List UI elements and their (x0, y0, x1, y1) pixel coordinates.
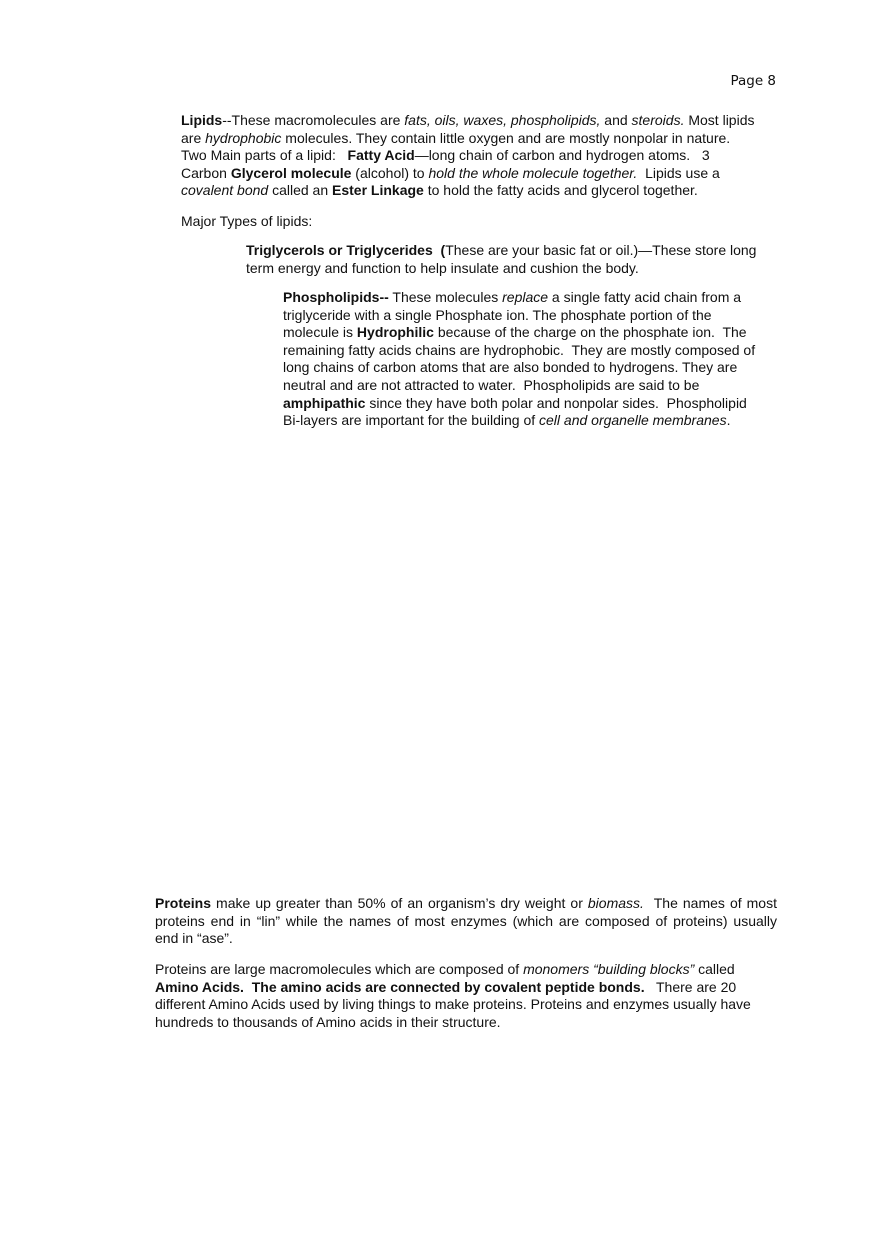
page-number: Page 8 (730, 73, 776, 89)
triglycerols-paragraph (246, 242, 781, 277)
lipids-paragraph (181, 112, 781, 200)
major-types-heading: Major Types of lipids: (181, 213, 313, 229)
text-line: Phospholipids-- These molecules replace a single fatty acid chain from a (283, 289, 742, 305)
text-line: molecule is Hydrophilic because of the charge on the phosphate ion. The (283, 324, 747, 341)
text-line: Carbon Glycerol molecule (alcohol) to hold the whole molecule together. Lipids use a (181, 164, 720, 181)
text-line: Lipids--These macromolecules are fats, oils, waxes, phospholipids, and steroids. Most lipids (181, 112, 755, 128)
proteins-paragraph-1 (155, 895, 777, 948)
text-line: long chains of carbon atoms that are also bonded to hydrogens. They are (283, 359, 738, 376)
text-line: covalent bond called an Ester Linkage to hold the fatty acids and glycerol together. (181, 182, 698, 199)
text-line: Triglycerols or Triglycerides (These are your basic fat or oil.)—These store long (246, 242, 757, 258)
phospholipids-paragraph (283, 289, 783, 430)
text-line: Two Main parts of a lipid: Fatty Acid—long chain of carbon and hydrogen atoms. 3 (181, 147, 710, 164)
text-line: Amino Acids. The amino acids are connected by covalent peptide bonds. There are 20 (155, 978, 737, 995)
text-line: proteins end in “lin” while the names of most enzymes (which are composed of proteins) usually (155, 912, 777, 929)
text-line: triglyceride with a single Phosphate ion. The phosphate portion of the (283, 306, 712, 323)
text-line: end in “ase”. (155, 930, 233, 947)
text-line: Bi-layers are important for the building of cell and organelle membranes. (283, 412, 731, 429)
text-line: are hydrophobic molecules. They contain little oxygen and are mostly nonpolar in nature. (181, 129, 731, 146)
text-line: Proteins are large macromolecules which are composed of monomers “building blocks” called (155, 961, 735, 977)
text-line: amphipathic since they have both polar and nonpolar sides. Phospholipid (283, 394, 747, 411)
text-line: remaining fatty acids chains are hydrophobic. They are mostly composed of (283, 341, 756, 358)
text-line: different Amino Acids used by living things to make proteins. Proteins and enzymes usually have (155, 996, 751, 1013)
text-line: Proteins make up greater than 50% of an organism’s dry weight or biomass. The names of most (155, 895, 777, 911)
text-line: neutral and are not attracted to water. Phospholipids are said to be (283, 376, 700, 393)
text-line: term energy and function to help insulate and cushion the body. (246, 259, 639, 276)
text-line: hundreds to thousands of Amino acids in their structure. (155, 1013, 501, 1030)
proteins-paragraph-2 (155, 961, 777, 1031)
